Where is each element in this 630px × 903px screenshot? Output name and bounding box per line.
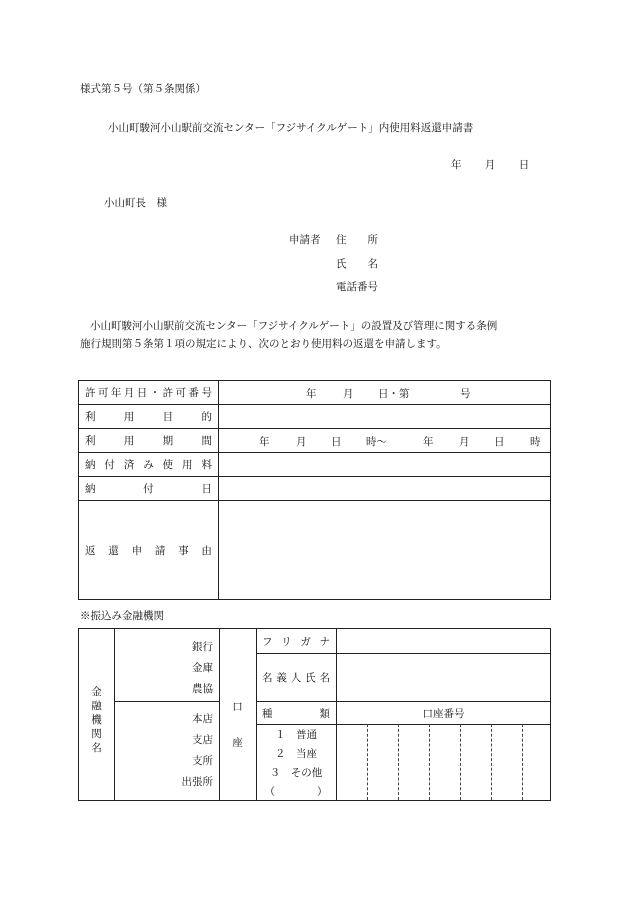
label-char: 人 bbox=[290, 672, 302, 684]
period-end-day: 日 bbox=[493, 436, 505, 448]
label-char: 義 bbox=[276, 672, 287, 684]
paid-fee-value[interactable] bbox=[218, 453, 550, 477]
label-char: 還 bbox=[108, 544, 119, 557]
label-char: 関 bbox=[91, 728, 102, 740]
holder-name-label bbox=[262, 670, 330, 685]
body-text-line-2: 施行規則第５条第１項の規定により、次のとおり使用料の返還を申請します。 bbox=[80, 338, 447, 350]
label-char: 融 bbox=[91, 700, 102, 712]
label-char: ガ bbox=[300, 636, 311, 648]
period-start-year: 年 bbox=[258, 436, 270, 448]
label-char: 類 bbox=[319, 708, 330, 720]
bank-type-bank: 銀行 bbox=[192, 641, 213, 653]
label-char: ナ bbox=[319, 636, 330, 648]
label-char: 事 bbox=[178, 544, 189, 557]
period-start-month: 月 bbox=[295, 436, 307, 448]
permit-year: 年 bbox=[305, 388, 317, 400]
bank-type-credit: 金庫 bbox=[192, 662, 213, 674]
label-char: 口 bbox=[232, 701, 243, 713]
date-year: 年 bbox=[451, 159, 462, 171]
period-end-month: 月 bbox=[458, 436, 470, 448]
label-char: ・ bbox=[149, 387, 161, 399]
addressee: 小山町長 様 bbox=[104, 197, 167, 209]
label-char: 利 bbox=[85, 435, 96, 447]
permit-number-suffix: 号 bbox=[459, 388, 471, 400]
permit-day-no: 日・第 bbox=[377, 388, 410, 400]
period-start-hour: 時〜 bbox=[365, 436, 387, 448]
branch-type-list[interactable] bbox=[114, 709, 213, 793]
purpose-label bbox=[79, 405, 219, 429]
label-char: 年 bbox=[110, 387, 122, 399]
label-char: 間 bbox=[201, 435, 212, 447]
label-char: 利 bbox=[85, 411, 96, 423]
branch-type-office: 支所 bbox=[192, 755, 213, 767]
furigana-value[interactable] bbox=[337, 629, 550, 653]
label-char: 氏 bbox=[305, 672, 316, 684]
label-char: 種 bbox=[262, 708, 273, 720]
label-char: 料 bbox=[201, 459, 212, 471]
label-char: 金 bbox=[91, 686, 102, 698]
period-value[interactable] bbox=[218, 429, 550, 453]
refund-reason-value[interactable] bbox=[218, 501, 550, 600]
applicant-phone-label: 電話番号 bbox=[336, 281, 378, 293]
payment-date-value[interactable] bbox=[218, 477, 550, 501]
date-line bbox=[451, 157, 529, 172]
account-type-label bbox=[262, 706, 330, 721]
account-number-digits[interactable] bbox=[337, 725, 550, 800]
refund-detail-table bbox=[78, 380, 551, 600]
bank-type-list[interactable] bbox=[114, 637, 213, 700]
applicant-address-label: 住 所 bbox=[336, 234, 378, 246]
label-char: 名 bbox=[91, 742, 102, 754]
purpose-value[interactable] bbox=[218, 405, 550, 429]
applicant-name-label: 氏 名 bbox=[336, 258, 378, 270]
period-end-hour: 時 bbox=[529, 436, 541, 448]
label-char: 月 bbox=[123, 387, 135, 399]
furigana-label bbox=[262, 634, 330, 649]
label-char: リ bbox=[281, 636, 292, 648]
applicant-label: 申請者 bbox=[289, 234, 321, 246]
label-char: 号 bbox=[201, 387, 212, 399]
label-char: 期 bbox=[162, 435, 174, 447]
period-start-day: 日 bbox=[330, 436, 342, 448]
label-char: 名 bbox=[319, 672, 330, 684]
branch-type-head: 本店 bbox=[192, 713, 213, 725]
label-char: 許 bbox=[85, 387, 96, 399]
label-char: 用 bbox=[123, 411, 135, 423]
label-char: フ bbox=[262, 636, 273, 648]
permit-date-number-label bbox=[79, 381, 219, 405]
period-label bbox=[79, 429, 219, 453]
label-char: 付 bbox=[104, 459, 115, 471]
label-char: 納 bbox=[85, 483, 96, 495]
refund-reason-label bbox=[79, 501, 219, 600]
label-char: 機 bbox=[91, 714, 102, 726]
label-char: 済 bbox=[123, 459, 135, 471]
account-type-other: ３ その他 bbox=[269, 767, 323, 779]
label-char: 日 bbox=[201, 483, 212, 495]
label-char: 目 bbox=[162, 411, 174, 423]
permit-date-number-value[interactable] bbox=[218, 381, 550, 405]
form-number: 様式第５号（第５条関係） bbox=[80, 83, 206, 95]
label-char: 用 bbox=[123, 435, 135, 447]
bank-table bbox=[78, 628, 551, 801]
label-char: み bbox=[143, 459, 154, 471]
label-char: 付 bbox=[143, 483, 154, 495]
label-char: 可 bbox=[175, 387, 187, 399]
branch-type-agency: 出張所 bbox=[181, 776, 213, 788]
date-day: 日 bbox=[518, 159, 530, 171]
label-char: 使 bbox=[162, 459, 174, 471]
financial-institution-label bbox=[79, 685, 114, 755]
label-char: 可 bbox=[97, 387, 109, 399]
label-char: 許 bbox=[162, 387, 174, 399]
label-char: 申 bbox=[131, 544, 143, 557]
account-label bbox=[219, 689, 256, 761]
bank-type-agri: 農協 bbox=[192, 683, 213, 695]
label-char: 座 bbox=[232, 737, 243, 749]
label-char: 請 bbox=[154, 544, 166, 557]
account-type-list[interactable] bbox=[256, 726, 336, 802]
label-char: 的 bbox=[201, 411, 212, 423]
branch-type-branch: 支店 bbox=[192, 734, 213, 746]
account-number-label: 口座番号 bbox=[422, 708, 465, 720]
label-char: 用 bbox=[182, 459, 193, 471]
paid-fee-label bbox=[79, 453, 219, 477]
label-char: 由 bbox=[201, 544, 212, 557]
period-end-year: 年 bbox=[422, 436, 434, 448]
label-char: 納 bbox=[85, 459, 96, 471]
body-text-line-1: 小山町駿河小山駅前交流センター「フジサイクルゲート」の設置及び管理に関する条例 bbox=[90, 320, 498, 332]
account-type-ordinary: １ 普通 bbox=[275, 729, 317, 741]
label-char: 番 bbox=[188, 387, 199, 399]
bank-note: ※振込み金融機関 bbox=[80, 610, 164, 622]
payment-date-label bbox=[79, 477, 219, 501]
label-char: 日 bbox=[136, 387, 148, 399]
label-char: 名 bbox=[262, 672, 273, 684]
account-type-other-detail: （ ） bbox=[264, 786, 328, 798]
form-title: 小山町駿河小山駅前交流センター「フジサイクルゲート」内使用料返還申請書 bbox=[108, 122, 474, 134]
account-type-current: ２ 当座 bbox=[275, 748, 317, 760]
label-char: 返 bbox=[85, 544, 96, 557]
permit-month: 月 bbox=[342, 388, 354, 400]
date-month: 月 bbox=[484, 159, 496, 171]
holder-name-value[interactable] bbox=[337, 654, 550, 701]
